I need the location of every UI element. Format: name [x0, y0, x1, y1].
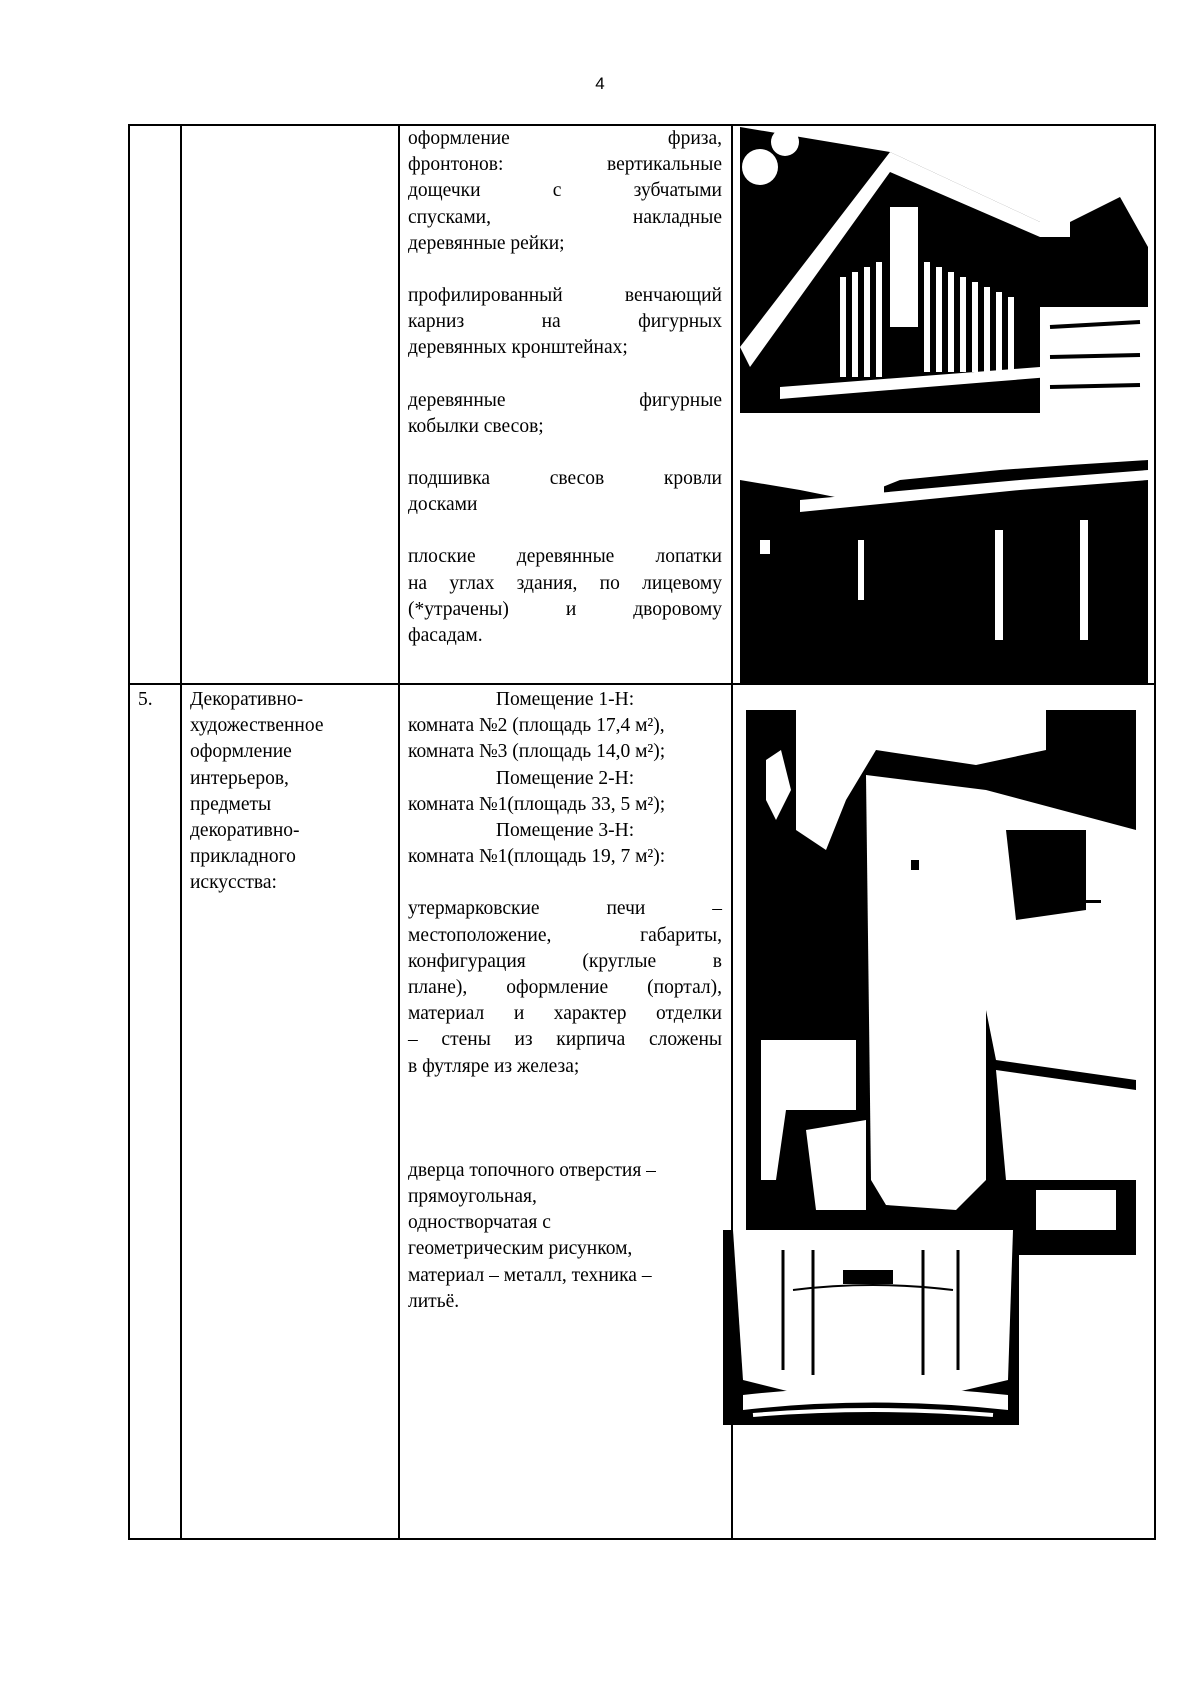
text-line: утермарковские печи – — [408, 898, 722, 920]
text-line: в футляре из железа; — [408, 1055, 580, 1077]
text-line: – стены из кирпича сложены — [408, 1029, 722, 1051]
stove-paragraph — [408, 896, 722, 1079]
heritage-table — [128, 124, 1156, 1540]
row4-description — [408, 126, 722, 649]
row4-paragraph — [408, 283, 722, 362]
text-line: материал – металл, техника – — [408, 1264, 652, 1286]
text-line: комната №1(площадь 33, 5 м²); — [408, 793, 666, 815]
text-line: плане), оформление (портал), — [408, 977, 722, 999]
text-line: кобылки свесов; — [408, 415, 544, 437]
column-divider — [398, 124, 400, 1540]
text-line: художественное — [190, 715, 324, 737]
text-line: геометрическим рисунком, — [408, 1238, 633, 1260]
text-line: комната №1(площадь 19, 7 м²): — [408, 846, 666, 868]
row5-description — [408, 687, 722, 1315]
text-line: Помещение 3-Н: — [495, 820, 635, 842]
row4-paragraph — [408, 466, 722, 518]
row-divider — [128, 683, 1156, 685]
text-line: дверца топочного отверстия – — [408, 1159, 656, 1181]
text-line: плоские деревянные лопатки — [408, 546, 722, 568]
text-line: деревянных кронштейнах; — [408, 337, 628, 359]
text-line: Помещение 1-Н: — [495, 689, 635, 710]
text-line: (*утрачены) и дворовому — [408, 598, 722, 620]
text-line: предметы — [190, 793, 272, 815]
table-left-border — [128, 124, 130, 1540]
text-line: конфигурация (круглые в — [408, 950, 722, 972]
table-bottom-border — [128, 1538, 1156, 1540]
text-line: фасадам. — [408, 625, 483, 647]
text-line: Помещение 2-Н: — [495, 767, 635, 789]
text-line: искусства: — [190, 872, 277, 894]
row4-paragraph — [408, 388, 722, 440]
text-line: деревянные фигурные — [408, 389, 722, 411]
text-line: оформление — [190, 741, 292, 763]
text-line: прикладного — [190, 846, 296, 868]
rooms-list — [408, 687, 722, 870]
text-line: фронтонов: вертикальные — [408, 154, 722, 176]
text-line: комната №3 (площадь 14,0 м²); — [408, 741, 666, 763]
text-line: прямоугольная, — [408, 1186, 537, 1208]
text-line: досками — [408, 494, 478, 516]
text-line: материал и характер отделки — [408, 1003, 722, 1025]
stove-photo — [746, 710, 1136, 1255]
table-right-border — [1154, 124, 1156, 1540]
text-line: интерьеров, — [190, 767, 289, 789]
row4-paragraph — [408, 544, 722, 649]
text-line: декоративно- — [190, 820, 300, 842]
text-line: дощечки с зубчатыми — [408, 180, 722, 202]
text-line: местоположение, габариты, — [408, 924, 722, 946]
text-line: Декоративно- — [190, 689, 304, 710]
text-line: оформление фриза, — [408, 128, 722, 149]
stove-door-photo — [723, 1230, 1019, 1425]
page-number: 4 — [595, 74, 605, 93]
row5-name — [190, 687, 390, 897]
row5-number: 5. — [138, 689, 153, 710]
facade-gable-photo — [740, 127, 1148, 413]
text-line: профилированный венчающий — [408, 285, 722, 307]
text-line: подшивка свесов кровли — [408, 468, 722, 490]
row4-paragraph — [408, 126, 722, 257]
facade-eaves-photo — [740, 440, 1148, 683]
text-line: комната №2 (площадь 17,4 м²), — [408, 715, 665, 737]
column-divider — [180, 124, 182, 1540]
text-line: деревянные рейки; — [408, 232, 565, 254]
door-paragraph — [408, 1158, 722, 1315]
text-line: спусками, накладные — [408, 206, 722, 228]
text-line: на углах здания, по лицевому — [408, 572, 722, 594]
text-line: одностворчатая с — [408, 1212, 551, 1234]
text-line: литьё. — [408, 1290, 460, 1312]
text-line: карниз на фигурных — [408, 311, 722, 333]
